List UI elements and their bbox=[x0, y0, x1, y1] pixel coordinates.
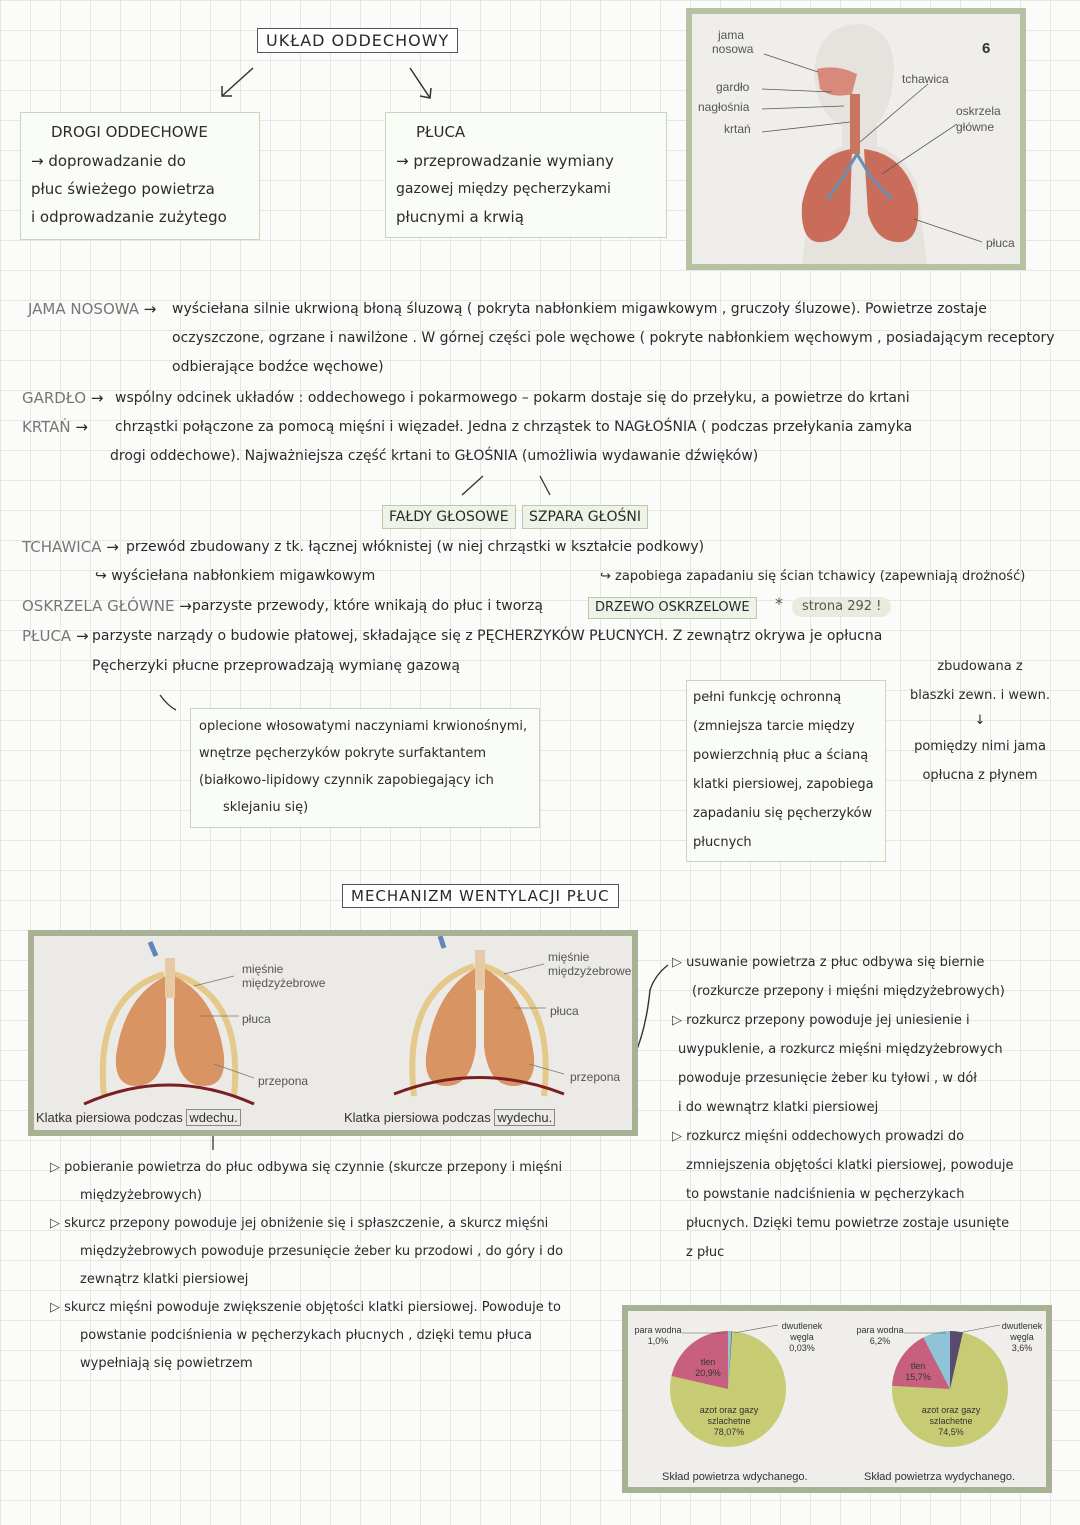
pecherzyki-box bbox=[190, 708, 540, 828]
pluca-box bbox=[385, 112, 667, 238]
wydech-text-2-1: rozkurcz przepony powoduje jej uniesienie i bbox=[686, 1013, 970, 1028]
gardlo-term: GARDŁO → bbox=[22, 389, 104, 407]
szpara-glosni: SZPARA GŁOŚNI bbox=[522, 505, 648, 529]
label-miesnie-2: mięśnie bbox=[548, 950, 590, 964]
wdech-point-2-l1: ▷ skurcz przepony powoduje jej obniżenie się i spłaszczenie, a skurcz mięśni bbox=[50, 1216, 549, 1231]
oplucna-note-4: pomiędzy nimi jama bbox=[914, 739, 1046, 754]
right-co2-label: dwutlenek bbox=[1001, 1321, 1043, 1331]
wydech-text-2-3: powoduje przesunięcie żeber ku tyłowi , w dół bbox=[678, 1071, 977, 1086]
oplucna-line-1: pełni funkcję ochronną bbox=[693, 690, 842, 705]
right-para-label: para wodna bbox=[856, 1325, 904, 1335]
wdech-text-3-3: wypełniają się powietrzem bbox=[80, 1356, 253, 1371]
mechanizm-title: MECHANIZM WENTYLACJI PŁUC bbox=[342, 884, 619, 908]
left-n2-value: 78,07% bbox=[713, 1427, 745, 1437]
label-miedzyzebrowe-2: międzyżebrowe bbox=[548, 964, 632, 978]
label-nosowa: nosowa bbox=[712, 42, 754, 56]
label-pluca-2: płuca bbox=[550, 1004, 579, 1018]
tchawica-note-text: zapobiega zapadaniu się ścian tchawicy (zapewniają drożność) bbox=[615, 569, 1026, 584]
term-pluca: PŁUCA bbox=[22, 627, 72, 645]
oplucna-function-box bbox=[686, 680, 886, 862]
caption-wdech-highlight: wdechu. bbox=[186, 1109, 240, 1126]
wydech-point-2-l1: ▷ rozkurcz przepony powoduje jej uniesienie i bbox=[672, 1013, 970, 1028]
wydech-text-3-2: zmniejszenia objętości klatki piersiowej, powoduje bbox=[686, 1158, 1014, 1173]
right-n2-value: 74,5% bbox=[938, 1427, 964, 1437]
wdech-text-3-1: skurcz mięśni powoduje zwiększenie objętości klatki piersiowej. Powoduje to bbox=[64, 1300, 561, 1315]
pluca-term: PŁUCA → bbox=[22, 627, 89, 645]
wydech-point-1-l1: ▷ usuwanie powietrza z płuc odbywa się biernie bbox=[672, 955, 985, 970]
pluca-heading: PŁUCA bbox=[416, 123, 466, 141]
caption-wydech bbox=[344, 1110, 555, 1125]
wydech-text-3-1: rozkurcz mięśni oddechowych prowadzi do bbox=[686, 1129, 965, 1144]
wdech-text-3-2: powstanie podciśnienia w pęcherzykach płucnych , dzięki temu płuca bbox=[80, 1328, 532, 1343]
right-co2-label-2: węgla bbox=[1010, 1332, 1034, 1342]
left-n2-label: azot oraz gazy bbox=[699, 1405, 759, 1415]
right-para-value: 6,2% bbox=[869, 1336, 891, 1346]
left-o2-label: tlen bbox=[700, 1357, 716, 1367]
label-przepona-2: przepona bbox=[570, 1070, 621, 1084]
pluca-line-2: Pęcherzyki płucne przeprowadzają wymianę gazową bbox=[92, 658, 460, 674]
tchawica-line-2: ↪ wyściełana nabłonkiem migawkowym bbox=[95, 568, 376, 584]
left-co2-value: 0,03% bbox=[789, 1343, 815, 1353]
drogi-oddechowe-box bbox=[20, 112, 260, 240]
wdech-point-1-l1: ▷ pobieranie powietrza do płuc odbywa się czynnie (skurcze przepony i mięśni bbox=[50, 1160, 563, 1175]
wydech-text-2-4: i do wewnątrz klatki piersiowej bbox=[678, 1100, 879, 1115]
air-composition-figure bbox=[628, 1311, 1046, 1487]
pecherzyki-line-1: oplecione włosowatymi naczyniami krwionośnymi, bbox=[199, 719, 528, 734]
wydech-points bbox=[672, 948, 1072, 1267]
label-naglosnia: nagłośnia bbox=[698, 100, 750, 114]
oplucna-line-4: klatki piersiowej, zapobiega bbox=[693, 777, 874, 792]
oplucna-note-2: blaszki zewn. i wewn. bbox=[909, 688, 1051, 703]
drogi-line-2: płuc świeżego powietrza bbox=[31, 180, 215, 198]
jama-nosowa-line-3: odbierające bodźce węchowe) bbox=[172, 359, 384, 375]
oplucna-line-3: powierzchnią płuc a ścianą bbox=[693, 748, 869, 763]
page-title: UKŁAD ODDECHOWY bbox=[257, 28, 458, 53]
right-co2-value: 3,6% bbox=[1011, 1343, 1033, 1353]
page-reference-note: strona 292 ! bbox=[792, 597, 891, 617]
drogi-heading: DROGI ODDECHOWE bbox=[51, 123, 208, 141]
right-pie-caption: Skład powietrza wydychanego. bbox=[864, 1471, 1016, 1483]
label-przepona-1: przepona bbox=[258, 1074, 309, 1088]
label-miedzyzebrowe-1: międzyżebrowe bbox=[242, 976, 326, 990]
jama-nosowa-line-2: oczyszczone, ogrzane i nawilżone . W górnej części pole węchowe ( pokryte nabłonkiem węchowym , posiadającym receptory bbox=[172, 330, 1055, 346]
caption-wdech bbox=[36, 1110, 241, 1125]
left-o2-value: 20,9% bbox=[695, 1368, 721, 1378]
jama-nosowa-term: JAMA NOSOWA → bbox=[28, 300, 157, 318]
oplucna-structure-note bbox=[900, 652, 1060, 790]
left-co2-label-2: węgla bbox=[790, 1332, 814, 1342]
oplucna-note-5: opłucna z płynem bbox=[922, 768, 1038, 783]
label-oskrzela: oskrzela bbox=[956, 104, 1001, 118]
right-o2-value: 15,7% bbox=[905, 1372, 931, 1382]
oplucna-note-1: zbudowana z bbox=[937, 659, 1023, 674]
right-o2-label: tlen bbox=[910, 1361, 926, 1371]
label-pluca-1: płuca bbox=[242, 1012, 271, 1026]
ventilation-illustration bbox=[28, 930, 638, 1136]
wdech-text-2-1: skurcz przepony powoduje jej obniżenie się i spłaszczenie, a skurcz mięśni bbox=[64, 1216, 549, 1231]
caption-wydech-highlight: wydechu. bbox=[494, 1109, 555, 1126]
left-para-label: para wodna bbox=[634, 1325, 682, 1335]
wydech-text-2-2: uwypuklenie, a rozkurcz mięśni międzyżebrowych bbox=[678, 1042, 1003, 1057]
drogi-line-1: → doprowadzanie do bbox=[31, 152, 186, 170]
tchawica-note: ↪ zapobiega zapadaniu się ścian tchawicy (zapewniają drożność) bbox=[600, 569, 1026, 584]
term-gardlo: GARDŁO bbox=[22, 389, 87, 407]
anatomy-illustration bbox=[686, 8, 1026, 270]
gardlo-text: wspólny odcinek układów : oddechowego i pokarmowego – pokarm dostaje się do przełyku, a powietrze do krtani bbox=[115, 390, 910, 406]
left-n2-label-2: szlachetne bbox=[707, 1416, 751, 1426]
krtan-line-1: chrząstki połączone za pomocą mięśni i więzadeł. Jedna z chrząstek to NAGŁOŚNIA ( podczas przełykania zamyka bbox=[115, 419, 913, 435]
oplucna-line-5: zapadaniu się pęcherzyków bbox=[693, 806, 873, 821]
oskrzela-term: OSKRZELA GŁÓWNE → bbox=[22, 597, 192, 615]
right-n2-label-2: szlachetne bbox=[929, 1416, 973, 1426]
asterisk-icon: * bbox=[775, 594, 783, 613]
caption-wdech-text: Klatka piersiowa podczas bbox=[36, 1110, 183, 1125]
pecherzyki-line-2: wnętrze pęcherzyków pokryte surfaktantem bbox=[199, 746, 487, 761]
term-jama-nosowa: JAMA NOSOWA bbox=[28, 300, 140, 318]
wydech-text-3-5: z płuc bbox=[686, 1245, 725, 1260]
tchawica-line-2-text: wyściełana nabłonkiem migawkowym bbox=[111, 568, 376, 584]
krtan-term: KRTAŃ → bbox=[22, 418, 88, 436]
pluca-line-3: płucnymi a krwią bbox=[396, 208, 524, 226]
wydech-text-3-3: to powstanie nadciśnienia w pęcherzykach bbox=[686, 1187, 965, 1202]
wdech-text-2-2: międzyżebrowych powoduje przesunięcie żeber ku przodowi , do góry i do bbox=[80, 1244, 564, 1259]
term-krtan: KRTAŃ bbox=[22, 418, 71, 436]
label-glowne: główne bbox=[956, 120, 995, 134]
wydech-text-3-4: płucnych. Dzięki temu powietrze zostaje usunięte bbox=[686, 1216, 1010, 1231]
caption-wydech-text: Klatka piersiowa podczas bbox=[344, 1110, 491, 1125]
wdech-point-3-l1: ▷ skurcz mięśni powoduje zwiększenie objętości klatki piersiowej. Powoduje to bbox=[50, 1300, 561, 1315]
pluca-line-1: parzyste narządy o budowie płatowej, składające się z PĘCHERZYKÓW PŁUCNYCH. Z zewnątrz okrywa je opłucna bbox=[92, 628, 883, 644]
left-pie-caption: Skład powietrza wdychanego. bbox=[662, 1471, 808, 1483]
tchawica-term: TCHAWICA → bbox=[22, 538, 119, 556]
wdech-points bbox=[50, 1154, 630, 1378]
wdech-text-2-3: zewnątrz klatki piersiowej bbox=[80, 1272, 249, 1287]
jama-nosowa-line-1: wyściełana silnie ukrwioną błoną śluzową ( pokryta nabłonkiem migawkowym , gruczoły śluzowe). Powietrze zostaje bbox=[172, 301, 987, 317]
ventilation-figure bbox=[34, 936, 632, 1130]
wdech-text-1-1: pobieranie powietrza do płuc odbywa się czynnie (skurcze przepony i mięśni bbox=[64, 1160, 563, 1175]
oskrzela-text: parzyste przewody, które wnikają do płuc i tworzą bbox=[192, 598, 543, 614]
label-krtan: krtań bbox=[724, 122, 751, 136]
label-gardlo: gardło bbox=[716, 80, 750, 94]
label-jama: jama bbox=[718, 28, 745, 42]
label-tchawica: tchawica bbox=[902, 72, 949, 86]
oplucna-line-2: (zmniejsza tarcie między bbox=[693, 719, 855, 734]
drzewo-oskrzelowe: DRZEWO OSKRZELOWE bbox=[588, 597, 757, 619]
drogi-line-3: i odprowadzanie zużytego bbox=[31, 208, 227, 226]
wydech-text-1-2: (rozkurcze przepony i mięśni międzyżebrowych) bbox=[692, 984, 1005, 999]
label-pluca: płuca bbox=[986, 236, 1015, 250]
left-co2-label: dwutlenek bbox=[781, 1321, 823, 1331]
wdech-text-1-2: międzyżebrowych) bbox=[80, 1188, 202, 1203]
term-tchawica: TCHAWICA bbox=[22, 538, 102, 556]
label-miesnie-1: mięśnie bbox=[242, 962, 284, 976]
pecherzyki-line-3: (białkowo-lipidowy czynnik zapobiegający ich bbox=[199, 773, 494, 788]
tchawica-line-1: przewód zbudowany z tk. łącznej włóknistej (w niej chrząstki w kształcie podkowy) bbox=[126, 539, 705, 555]
page-number: 6 bbox=[982, 40, 991, 57]
term-oskrzela: OSKRZELA GŁÓWNE bbox=[22, 597, 175, 615]
faldy-glosowe: FAŁDY GŁOSOWE bbox=[382, 505, 516, 529]
oplucna-line-6: płucnych bbox=[693, 835, 752, 850]
air-composition-illustration bbox=[622, 1305, 1052, 1493]
wydech-point-3-l1: ▷ rozkurcz mięśni oddechowych prowadzi do bbox=[672, 1129, 965, 1144]
oplucna-note-3: ↓ bbox=[974, 713, 986, 728]
pecherzyki-line-4: sklejaniu się) bbox=[223, 800, 309, 815]
left-para-value: 1,0% bbox=[647, 1336, 669, 1346]
wydech-text-1-1: usuwanie powietrza z płuc odbywa się biernie bbox=[686, 955, 985, 970]
right-n2-label: azot oraz gazy bbox=[921, 1405, 981, 1415]
krtan-line-2: drogi oddechowe). Najważniejsza część krtani to GŁOŚNIA (umożliwia wydawanie dźwięków) bbox=[110, 448, 759, 464]
pluca-line-2: gazowej między pęcherzykami bbox=[396, 181, 611, 197]
pluca-line-1: → przeprowadzanie wymiany bbox=[396, 152, 614, 170]
